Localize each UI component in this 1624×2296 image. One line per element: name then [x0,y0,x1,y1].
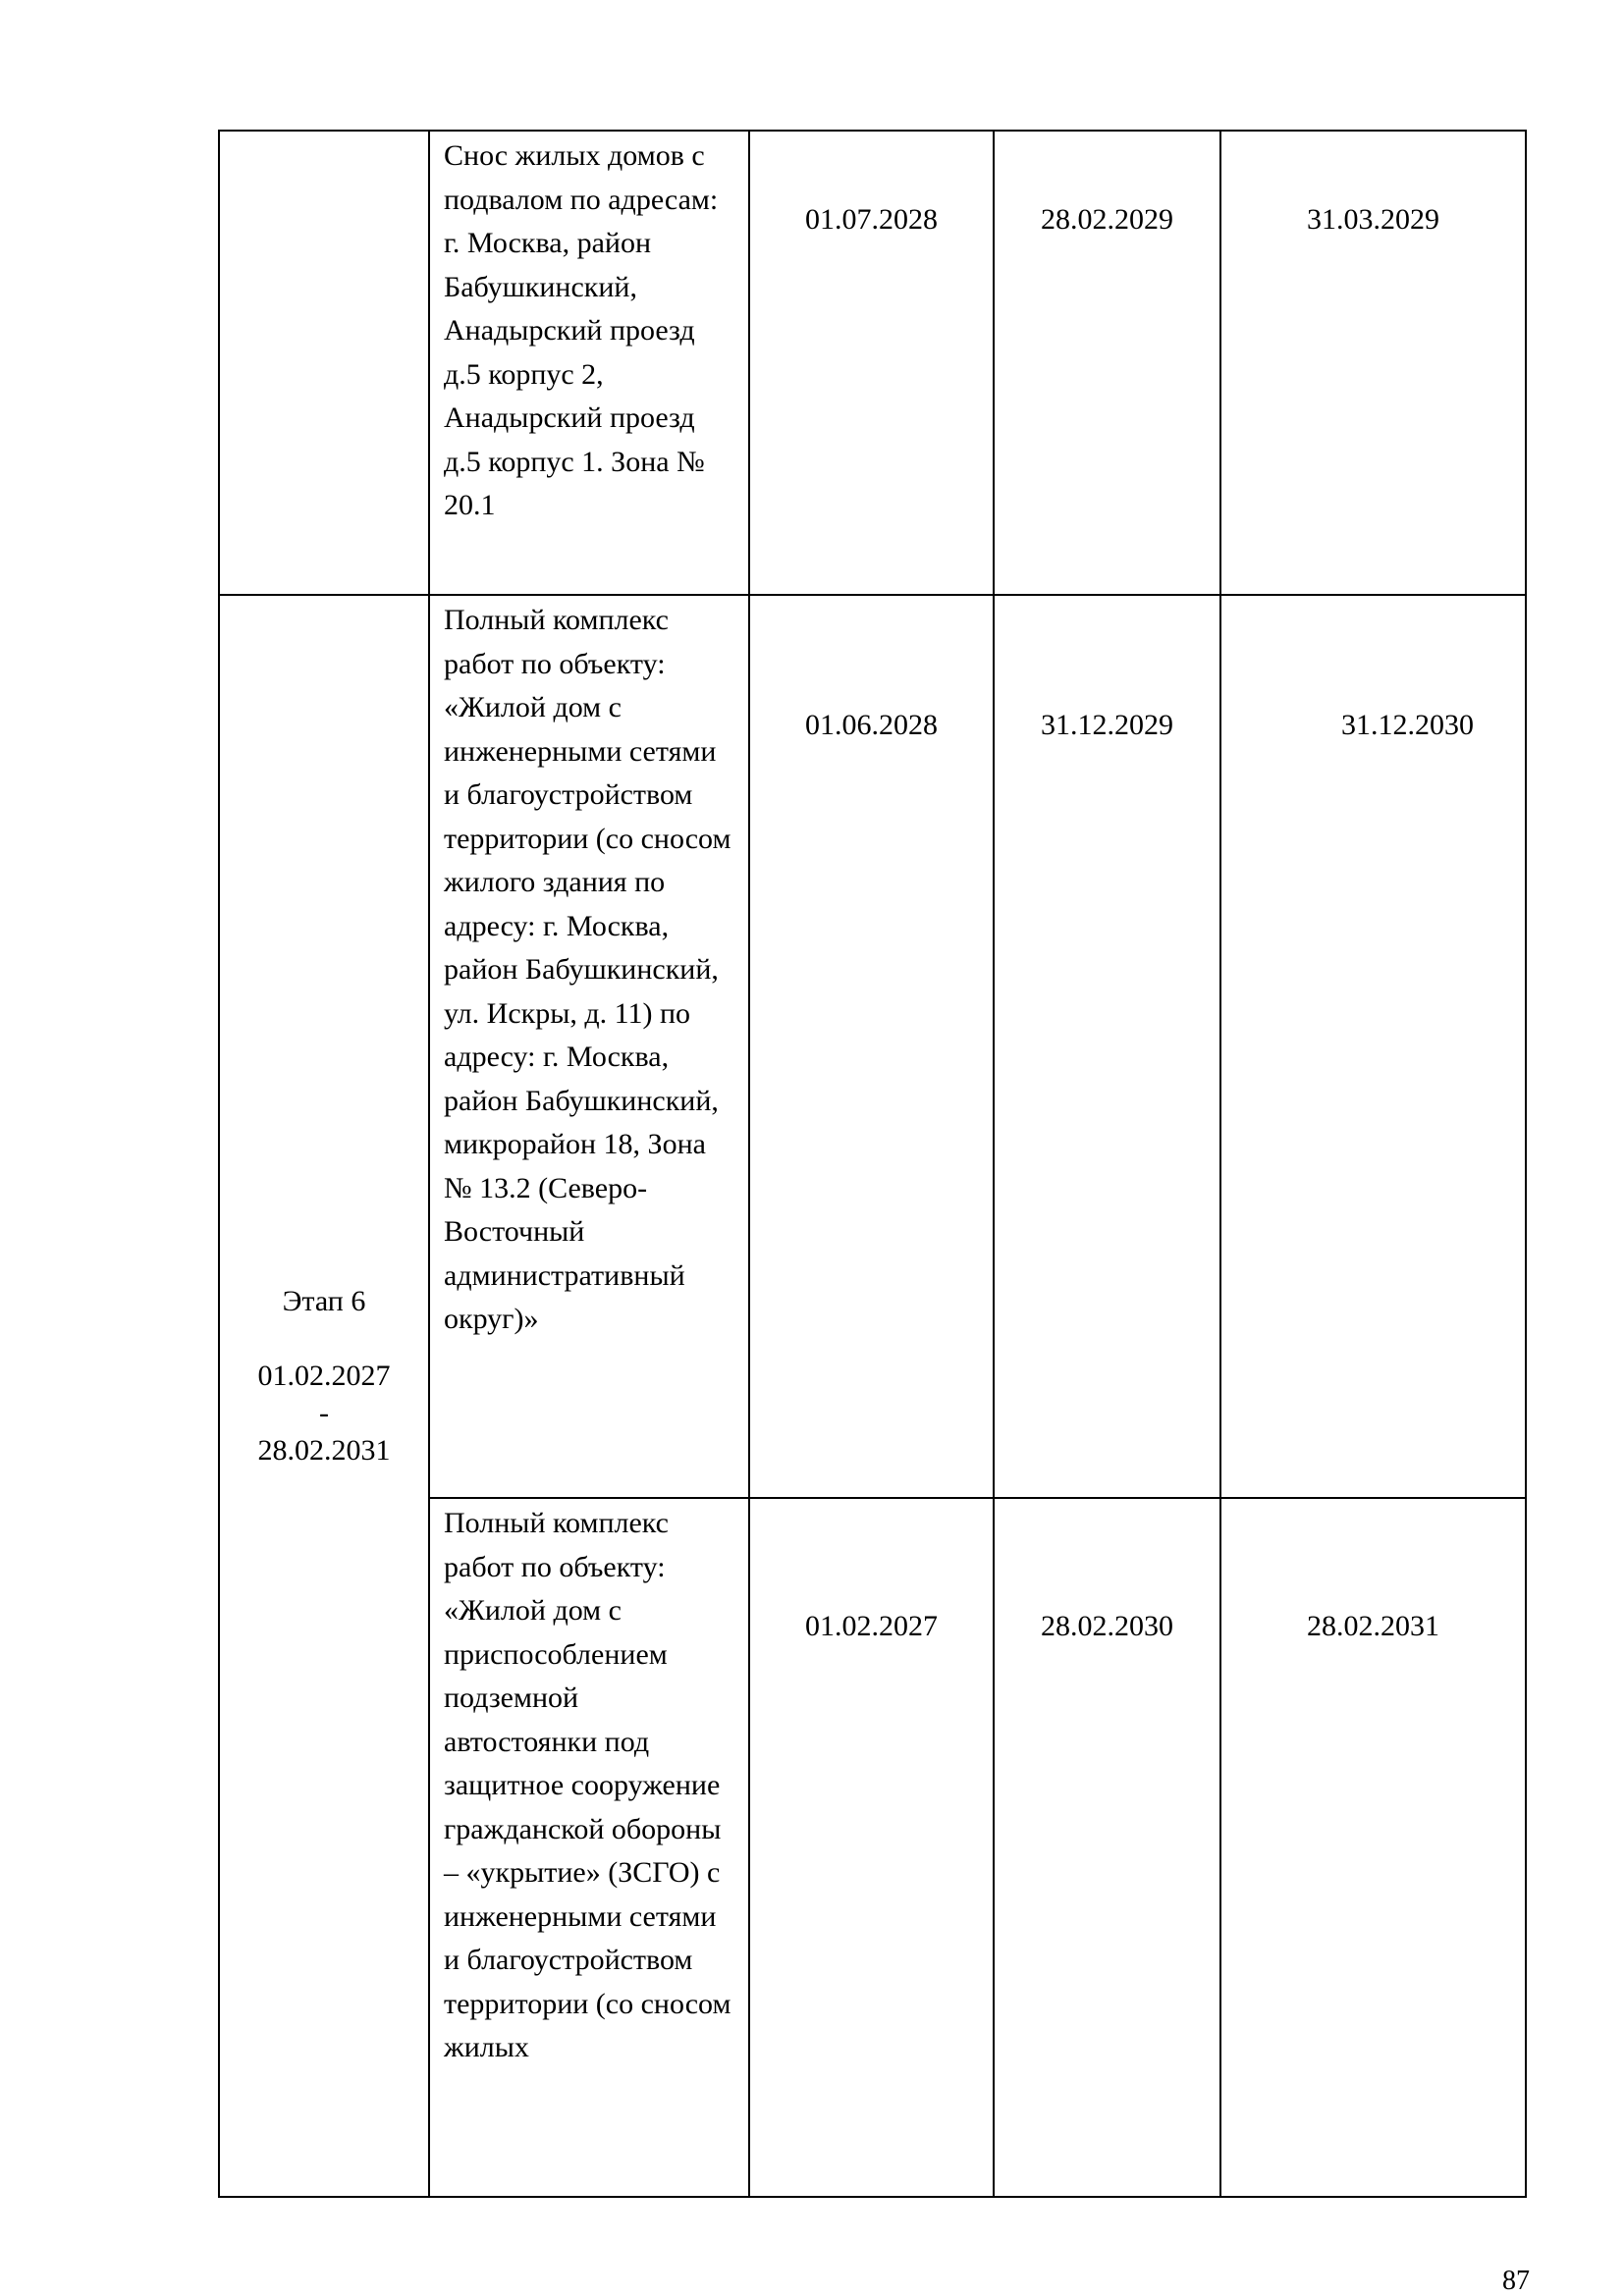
end-date-cell [994,595,1220,1498]
end-date: 31.12.2029 [1041,709,1173,741]
deadline-date-cell [1220,595,1526,1498]
schedule-table [218,130,1527,2198]
page-number: 87 [1502,2266,1530,2296]
work-description: Снос жилых домов с подвалом по адресам: г. Москва, район Бабушкинский, Анадырский проезд д.5 корпус 2, Анадырский проезд д.5 корпус 1. Зона № 20.1 [444,139,719,521]
table-row [219,595,1526,1498]
start-date-cell [749,595,994,1498]
deadline-date: 31.12.2030 [1341,709,1474,741]
empty-stage-cell [219,131,429,595]
deadline-date: 28.02.2031 [1307,1610,1439,1642]
description-cell [429,595,749,1498]
stage-cell [219,595,429,2197]
work-description: Полный комплекс работ по объекту: «Жилой дом с инженерными сетями и благоустройством территории (со сносом жилого здания по адресу: г. Москва, район Бабушкинский, ул. Искры, д. 11) по адресу: г. Москва, район Бабушкинский, микрорайон 18, Зона № 13.2 (Северо-Восточный административный округ)» [444,604,731,1335]
end-date: 28.02.2030 [1041,1610,1173,1642]
start-date-cell [749,131,994,595]
stage-title: Этап 6 [282,1285,366,1317]
start-date: 01.06.2028 [805,709,938,741]
end-date-cell [994,131,1220,595]
end-date: 28.02.2029 [1041,203,1173,236]
work-description: Полный комплекс работ по объекту: «Жилой дом с приспособлением подземной автостоянки под защитное сооружение гражданской обороны – «укрытие» (ЗСГО) с инженерными сетями и благоустройством территории (со сносом жилых [444,1507,731,2063]
stage-range-start: 01.02.2027 [257,1360,391,1392]
deadline-date-cell [1220,131,1526,595]
start-date: 01.07.2028 [805,203,938,236]
stage-range-separator: - [319,1397,329,1429]
start-date-cell [749,1498,994,2197]
table-row [219,131,1526,595]
end-date-cell [994,1498,1220,2197]
start-date: 01.02.2027 [805,1610,938,1642]
deadline-date: 31.03.2029 [1307,203,1439,236]
description-cell [429,1498,749,2197]
description-cell [429,131,749,595]
stage-label [220,596,428,1469]
deadline-date-cell [1220,1498,1526,2197]
stage-range-end: 28.02.2031 [257,1434,391,1467]
